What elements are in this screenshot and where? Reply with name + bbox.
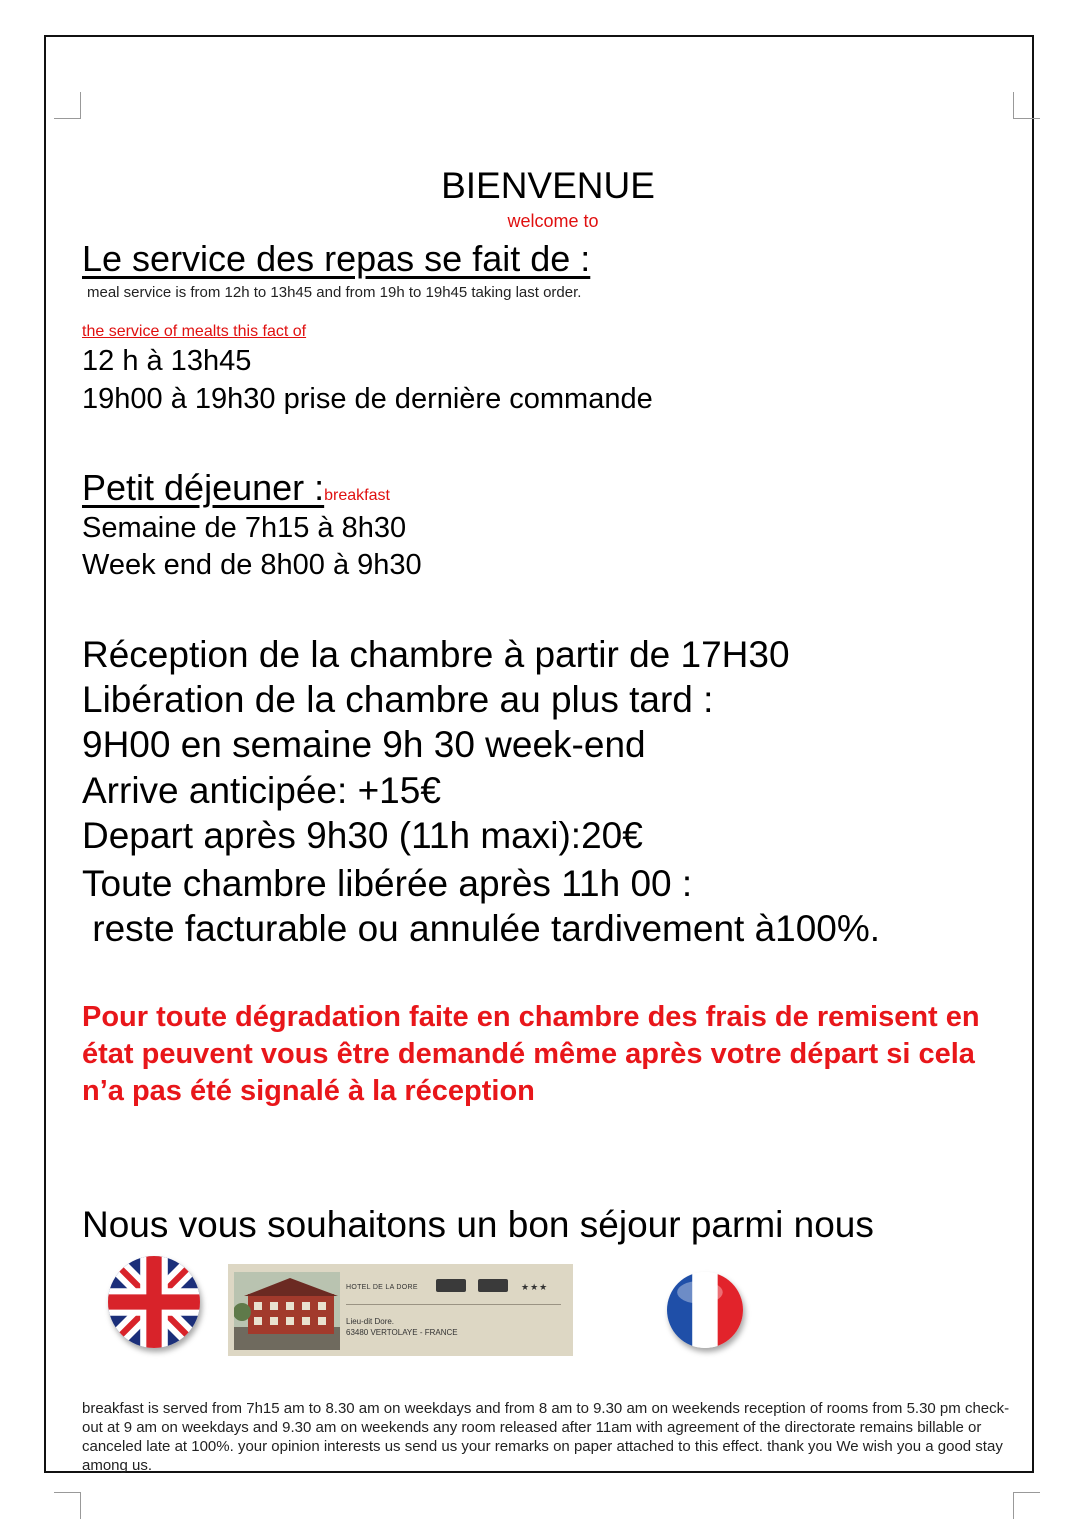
room-rule-late-departure: Depart après 9h30 (11h maxi):20€ [82,815,643,856]
hotel-divider [346,1304,561,1305]
welcome-subtitle: welcome to [507,211,599,231]
crop-mark-bottom-left [54,1492,81,1519]
page-title: BIENVENUE [441,165,655,206]
room-rule-early-arrival: Arrive anticipée: +15€ [82,770,441,811]
crop-mark-top-left [54,92,81,119]
breakfast-heading-row [82,467,390,509]
hotel-address-line1: Lieu-dit Dore. [346,1317,395,1326]
breakfast-heading: Petit déjeuner : [82,467,325,508]
damage-warning: Pour toute dégradation faite en chambre des frais de remisent en état peuvent vous être demandé même après votre départ si cela n’a pas été signalé à la réception [82,1001,980,1107]
hotel-name: HOTEL DE LA DORE [346,1284,418,1291]
room-rule-after-11: Toute chambre libérée après 11h 00 : [82,863,693,904]
uk-flag-icon [108,1256,200,1348]
france-flag-icon [667,1272,743,1348]
hotel-rating-badge [478,1279,508,1292]
meal-service-english-note: meal service is from 12h to 13h45 and from 19h to 19h45 taking last order. [87,284,582,301]
meal-service-red-note: the service of mealts this fact of [82,323,307,340]
hotel-photo [234,1272,340,1350]
breakfast-weekend: Week end de 8h00 à 9h30 [82,549,422,581]
breakfast-weekday: Semaine de 7h15 à 8h30 [82,512,407,544]
hotel-rating-badge [436,1279,466,1292]
room-rule-checkout-times: 9H00 en semaine 9h 30 week-end [82,724,646,765]
closing-message: Nous vous souhaitons un bon séjour parmi nous [82,1204,874,1245]
meal-service-heading: Le service des repas se fait de : [82,238,591,279]
hotel-address-line2: 63480 VERTOLAYE - FRANCE [346,1328,458,1337]
hotel-stars: ★★★ [521,1282,549,1292]
meal-time-lunch: 12 h à 13h45 [82,345,252,377]
crop-mark-bottom-right [1013,1492,1040,1519]
room-rule-billing: reste facturable ou annulée tardivement à100%. [82,908,881,949]
room-rule-checkin: Réception de la chambre à partir de 17H30 [82,634,790,675]
breakfast-tag: breakfast [324,487,390,504]
crop-mark-top-right [1013,92,1040,119]
meal-time-dinner: 19h00 à 19h30 prise de dernière commande [82,383,653,415]
hotel-logo-card [228,1264,573,1356]
english-footnote: breakfast is served from 7h15 am to 8.30 am on weekdays and from 8 am to 9.30 am on weekends reception of rooms from 5.30 pm check-out at 9 am on weekdays and 9.30 am on weekends any room released after 11am with agreement of the directorate remains billable or canceled late at 100%. your opinion interests us send us your remarks on paper attached to this effect. thank you We wish you a good stay among us. [82,1400,1010,1474]
room-rule-checkout-heading: Libération de la chambre au plus tard : [82,679,714,720]
